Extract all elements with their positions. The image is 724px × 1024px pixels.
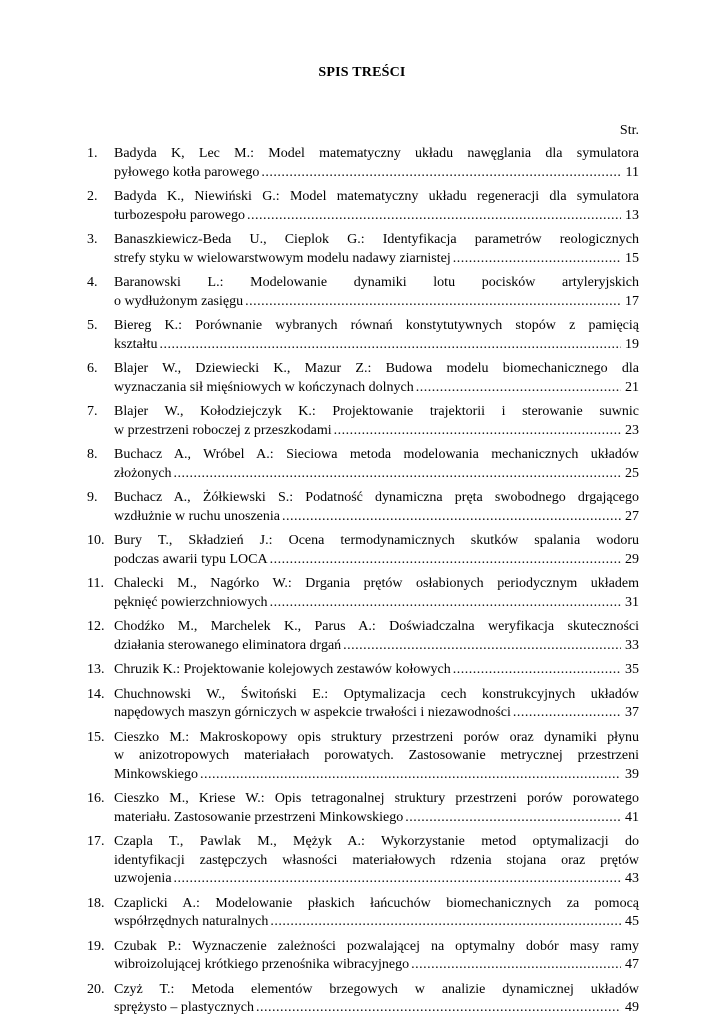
toc-entry-last-line xyxy=(114,661,639,680)
dot-leader xyxy=(405,809,621,828)
toc-entry-text-line: Cieszko M., Kriese W.: Opis tetragonalnej struktury przestrzeni porów porowatego xyxy=(114,791,639,806)
toc-entry-page-number: 37 xyxy=(625,705,639,720)
toc-entry-text-line: Blajer W., Dziewiecki K., Mazur Z.: Budowa modelu biomechanicznego dla xyxy=(114,361,639,376)
toc-entry-page-number: 17 xyxy=(625,293,639,309)
toc-entry-text-line: Chruzik K.: Projektowanie kolejowych zestawów kołowych xyxy=(114,662,451,677)
toc-entry xyxy=(87,729,639,785)
dot-leader xyxy=(174,465,621,484)
toc-entry-page-number: 43 xyxy=(625,871,639,886)
toc-entry-text-line: Chalecki M., Nagórko W.: Drgania prętów osłabionych periodycznym układem xyxy=(114,576,639,591)
toc-entry xyxy=(87,938,639,975)
toc-entry-number: 1. xyxy=(87,146,98,161)
toc-entry-number: 17. xyxy=(87,834,105,849)
toc-entry-text-line: podczas awarii typu LOCA xyxy=(114,551,268,567)
toc-entry-page-number: 45 xyxy=(625,914,639,929)
toc-entry-text-line: Biereg K.: Porównanie wybranych równań konstytutywnych stopów z pamięcią xyxy=(114,318,639,333)
dot-leader xyxy=(261,164,621,183)
table-of-contents xyxy=(87,145,639,1024)
toc-entry-number: 20. xyxy=(87,981,105,997)
toc-entry-last-line xyxy=(114,551,639,570)
toc-entry-number: 11. xyxy=(87,576,104,591)
toc-entry-text-line: Czyż T.: Metoda elementów brzegowych w analizie dynamicznej układów xyxy=(114,981,639,997)
toc-entry-page-number: 49 xyxy=(625,1000,639,1015)
toc-entry-text-line: napędowych maszyn górniczych w aspekcie trwałości i niezawodności xyxy=(114,705,511,720)
dot-leader xyxy=(416,379,621,398)
toc-entry-page-number: 29 xyxy=(625,551,639,567)
toc-entry-last-line xyxy=(114,870,639,889)
toc-entry xyxy=(87,981,639,1018)
toc-entry-text-line: Chodźko M., Marchelek K., Parus A.: Doświadczalna weryfikacja skuteczności xyxy=(114,619,639,634)
toc-entry-last-line xyxy=(114,207,639,226)
toc-entry-text-line: identyfikacji zastępczych własności materiałowych rdzenia stojana oraz prętów xyxy=(114,852,639,868)
toc-entry-text-line: uzwojenia xyxy=(114,871,172,886)
toc-entry-text-line: Banaszkiewicz-Beda U., Cieplok G.: Identyfikacja parametrów reologicznych xyxy=(114,232,639,247)
toc-entry-last-line xyxy=(114,637,639,656)
toc-entry-last-line xyxy=(114,766,639,785)
toc-entry-number: 15. xyxy=(87,729,105,745)
toc-entry-last-line xyxy=(114,809,639,828)
dot-leader xyxy=(282,508,621,527)
dot-leader xyxy=(334,422,621,441)
toc-entry-number: 13. xyxy=(87,662,105,677)
toc-entry-text-line: Badyda K., Niewiński G.: Model matematyczny układu regeneracji dla symulatora xyxy=(114,189,639,204)
toc-entry-number: 12. xyxy=(87,619,105,634)
toc-entry xyxy=(87,790,639,827)
toc-entry-page-number: 31 xyxy=(625,594,639,610)
toc-entry-last-line xyxy=(114,594,639,613)
dot-leader xyxy=(200,766,621,785)
toc-entry-page-number: 19 xyxy=(625,336,639,352)
toc-entry-last-line xyxy=(114,164,639,183)
toc-entry-last-line xyxy=(114,913,639,932)
toc-entry xyxy=(87,231,639,268)
toc-entry-number: 7. xyxy=(87,404,98,419)
toc-entry-text-line: sprężysto – plastycznych xyxy=(114,1000,254,1015)
toc-entry-last-line xyxy=(114,293,639,312)
toc-entry-text-line: Blajer W., Kołodziejczyk K.: Projektowanie trajektorii i sterowanie suwnic xyxy=(114,404,639,419)
toc-entry-text-line: Buchacz A., Żółkiewski S.: Podatność dynamiczna pręta swobodnego drgającego xyxy=(114,490,639,505)
toc-entry-page-number: 33 xyxy=(625,637,639,653)
dot-leader xyxy=(453,661,621,680)
toc-entry xyxy=(87,532,639,569)
toc-entry-last-line xyxy=(114,508,639,527)
toc-entry-page-number: 27 xyxy=(625,508,639,524)
toc-entry-page-number: 11 xyxy=(625,164,639,180)
toc-entry-text-line: w przestrzeni roboczej z przeszkodami xyxy=(114,422,332,438)
toc-entry xyxy=(87,686,639,723)
toc-entry-text-line: strefy styku w wielowarstwowym modelu nadawy ziarnistej xyxy=(114,250,451,266)
dot-leader xyxy=(270,913,621,932)
toc-entry-text-line: Czaplicki A.: Modelowanie płaskich łańcuchów biomechanicznych za pomocą xyxy=(114,895,639,911)
toc-entry-number: 2. xyxy=(87,189,98,204)
dot-leader xyxy=(343,637,621,656)
toc-entry xyxy=(87,489,639,526)
toc-entry-number: 5. xyxy=(87,318,98,333)
page-column-header: Str. xyxy=(619,123,639,138)
toc-entry-last-line xyxy=(114,422,639,441)
toc-entry-text-line: kształtu xyxy=(114,336,158,352)
toc-entry-number: 3. xyxy=(87,232,98,247)
toc-entry-text-line: Czapla T., Pawlak M., Mężyk A.: Wykorzystanie metod optymalizacji do xyxy=(114,834,639,849)
toc-entry xyxy=(87,360,639,397)
toc-entry-number: 14. xyxy=(87,686,105,702)
toc-entry-text-line: materiału. Zastosowanie przestrzeni Minkowskiego xyxy=(114,809,404,825)
toc-entry-text-line: Badyda K, Lec M.: Model matematyczny układu nawęglania dla symulatora xyxy=(114,146,639,161)
toc-entry xyxy=(87,618,639,655)
dot-leader xyxy=(160,336,621,355)
toc-entry-number: 8. xyxy=(87,447,98,462)
toc-entry xyxy=(87,317,639,354)
toc-entry-page-number: 47 xyxy=(625,957,639,972)
toc-entry-text-line: współrzędnych naturalnych xyxy=(114,914,269,929)
toc-entry-page-number: 39 xyxy=(625,766,639,782)
toc-entry xyxy=(87,274,639,311)
toc-entry-text-line: wyznaczania sił mięśniowych w kończynach dolnych xyxy=(114,379,414,395)
toc-entry-last-line xyxy=(114,336,639,355)
toc-entry-last-line xyxy=(114,956,639,975)
toc-entry-page-number: 25 xyxy=(625,465,639,481)
toc-entry xyxy=(87,575,639,612)
dot-leader xyxy=(174,870,621,889)
dot-leader xyxy=(513,704,621,723)
toc-entry-text-line: Cieszko M.: Makroskopowy opis struktury przestrzeni porów oraz dynamiki płynu xyxy=(114,729,639,745)
dot-leader xyxy=(270,551,621,570)
toc-entry-number: 9. xyxy=(87,490,98,505)
toc-entry-number: 19. xyxy=(87,938,105,954)
toc-entry xyxy=(87,895,639,932)
toc-entry-last-line xyxy=(114,465,639,484)
toc-entry-text-line: wibroizolującej krótkiego przenośnika wibracyjnego xyxy=(114,957,410,972)
toc-entry-text-line: działania sterowanego eliminatora drgań xyxy=(114,637,342,653)
toc-entry-text-line: o wydłużonym zasięgu xyxy=(114,293,244,309)
toc-entry-text-line: złożonych xyxy=(114,465,172,481)
toc-entry-page-number: 41 xyxy=(625,809,639,825)
toc-entry xyxy=(87,661,639,680)
dot-leader xyxy=(247,207,621,226)
toc-entry-text-line: Minkowskiego xyxy=(114,766,198,782)
toc-entry-number: 4. xyxy=(87,275,98,290)
toc-entry-page-number: 23 xyxy=(625,422,639,438)
toc-entry-number: 16. xyxy=(87,791,105,806)
dot-leader xyxy=(245,293,621,312)
toc-entry-page-number: 15 xyxy=(625,250,639,266)
toc-entry-last-line xyxy=(114,379,639,398)
toc-entry-last-line xyxy=(114,704,639,723)
toc-entry xyxy=(87,403,639,440)
toc-entry-page-number: 13 xyxy=(625,207,639,223)
toc-entry-text-line: Buchacz A., Wróbel A.: Sieciowa metoda modelowania mechanicznych układów xyxy=(114,447,639,462)
toc-entry-number: 18. xyxy=(87,895,105,911)
toc-entry xyxy=(87,188,639,225)
toc-entry-number: 6. xyxy=(87,361,98,376)
dot-leader xyxy=(411,956,621,975)
toc-entry-text-line: pęknięć powierzchniowych xyxy=(114,594,268,610)
toc-entry-last-line xyxy=(114,250,639,269)
toc-entry-number: 10. xyxy=(87,533,105,548)
toc-entry xyxy=(87,145,639,182)
toc-entry-page-number: 35 xyxy=(625,662,639,677)
toc-entry-text-line: turbozespołu parowego xyxy=(114,207,246,223)
toc-entry-text-line: wzdłużnie w ruchu unoszenia xyxy=(114,508,280,524)
dot-leader xyxy=(270,594,621,613)
toc-entry-text-line: w anizotropowych materiałach porowatych. Zastosowanie metrycznej przestrzeni xyxy=(114,748,639,763)
toc-entry-text-line: Baranowski L.: Modelowanie dynamiki lotu pocisków artyleryjskich xyxy=(114,275,639,290)
toc-entry-last-line xyxy=(114,999,639,1018)
toc-entry xyxy=(87,833,639,889)
toc-entry-page-number: 21 xyxy=(625,379,639,395)
toc-entry-text-line: Czubak P.: Wyznaczenie zależności pozwalającej na optymalny dobór masy ramy xyxy=(114,938,639,954)
toc-entry-text-line: Bury T., Składzień J.: Ocena termodynamicznych skutków spalania wodoru xyxy=(114,533,639,548)
toc-entry-text-line: Chuchnowski W., Świtoński E.: Optymalizacja cech konstrukcyjnych układów xyxy=(114,686,639,702)
dot-leader xyxy=(453,250,621,269)
toc-entry-text-line: pyłowego kotła parowego xyxy=(114,164,260,180)
dot-leader xyxy=(256,999,621,1018)
page-title: SPIS TREŚCI xyxy=(318,65,406,80)
toc-entry xyxy=(87,446,639,483)
